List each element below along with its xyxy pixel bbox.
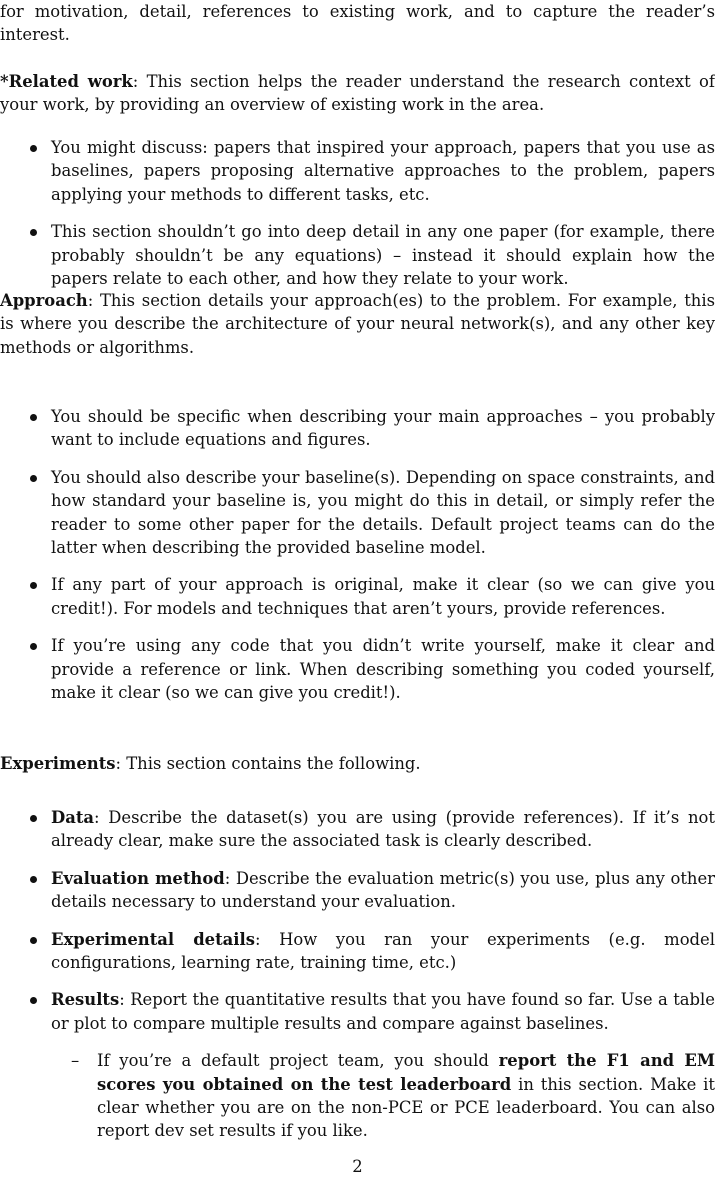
dash-marker: – — [71, 1051, 80, 1071]
bullet-icon — [30, 937, 37, 944]
page-number: 2 — [352, 1157, 363, 1176]
experiments-heading: Experiments — [0, 754, 116, 773]
related-work-list — [0, 136, 715, 290]
experiments-text: : This section contains the following. — [115, 754, 421, 773]
list-item: Results: Report the quantitative results that you have found so far. Use a table or plot to compare multiple results and compare against baselines. – If you’re a default project team, you should report the F1 and EM scores you obtained on the test leaderboard in this section. Make it clear whether you are on the non-PCE or PCE leaderboard. You can also report dev set results if you like. — [0, 988, 715, 1142]
list-item: If any part of your approach is original, make it clear (so we can give you credit!). For models and techniques that aren’t yours, provide references. — [0, 573, 715, 620]
related-work-heading: *Related work — [0, 72, 133, 91]
list-item: Data: Describe the dataset(s) you are using (provide references). If it’s not already clear, make sure the associated task is clearly described. — [0, 806, 715, 853]
bullet-icon — [30, 876, 37, 883]
approach-list — [0, 405, 715, 704]
list-item: Evaluation method: Describe the evaluation metric(s) you use, plus any other details necessary to understand your evaluation. — [0, 867, 715, 914]
approach-text: : This section details your approach(es) to the problem. For example, this is where you describe the architecture of your neural network(s), and any other key methods or algorithms. — [0, 291, 715, 357]
approach-heading: Approach — [0, 291, 88, 310]
list-item: You should also describe your baseline(s). Depending on space constraints, and how standard your baseline is, you might do this in detail, or simply refer the reader to some other paper for the details. Default project teams can do the latter when describing the provided baseline model. — [0, 466, 715, 560]
bullet-icon — [30, 997, 37, 1004]
results-sublist — [51, 1049, 715, 1143]
bullet-icon — [30, 475, 37, 482]
list-item: You might discuss: papers that inspired your approach, papers that you use as baselines, papers proposing alternative approaches to the problem, papers applying your methods to different tasks, etc. — [0, 136, 715, 206]
bullet-icon — [30, 145, 37, 152]
bullet-icon — [30, 414, 37, 421]
list-item: If you’re using any code that you didn’t write yourself, make it clear and provide a reference or link. When describing something you coded yourself, make it clear (so we can give you credit!). — [0, 634, 715, 704]
list-item: – If you’re a default project team, you should report the F1 and EM scores you obtained on the test leaderboard in this section. Make it clear whether you are on the non-PCE or PCE leaderboard. You can also report dev set results if you like. — [71, 1051, 715, 1141]
related-work-text: : This section helps the reader understand the research context of your work, by providing an overview of existing work in the area. — [0, 72, 715, 115]
bullet-icon — [30, 643, 37, 650]
experiments-list — [0, 806, 715, 1143]
bullet-icon — [30, 229, 37, 236]
related-work-paragraph — [0, 70, 715, 117]
bullet-icon — [30, 582, 37, 589]
bullet-icon — [30, 815, 37, 822]
list-item: This section shouldn’t go into deep detail in any one paper (for example, there probably shouldn’t be any equations) – instead it should explain how the papers relate to each other, and how they relate to your work. — [0, 220, 715, 290]
approach-paragraph — [0, 289, 715, 359]
list-item: You should be specific when describing your main approaches – you probably want to include equations and figures. — [0, 405, 715, 452]
intro-continuation: for motivation, detail, references to existing work, and to capture the reader’s interest. — [0, 2, 715, 45]
list-item: Experimental details: How you ran your experiments (e.g. model configurations, learning rate, training time, etc.) — [0, 928, 715, 975]
experiments-paragraph — [0, 752, 715, 775]
